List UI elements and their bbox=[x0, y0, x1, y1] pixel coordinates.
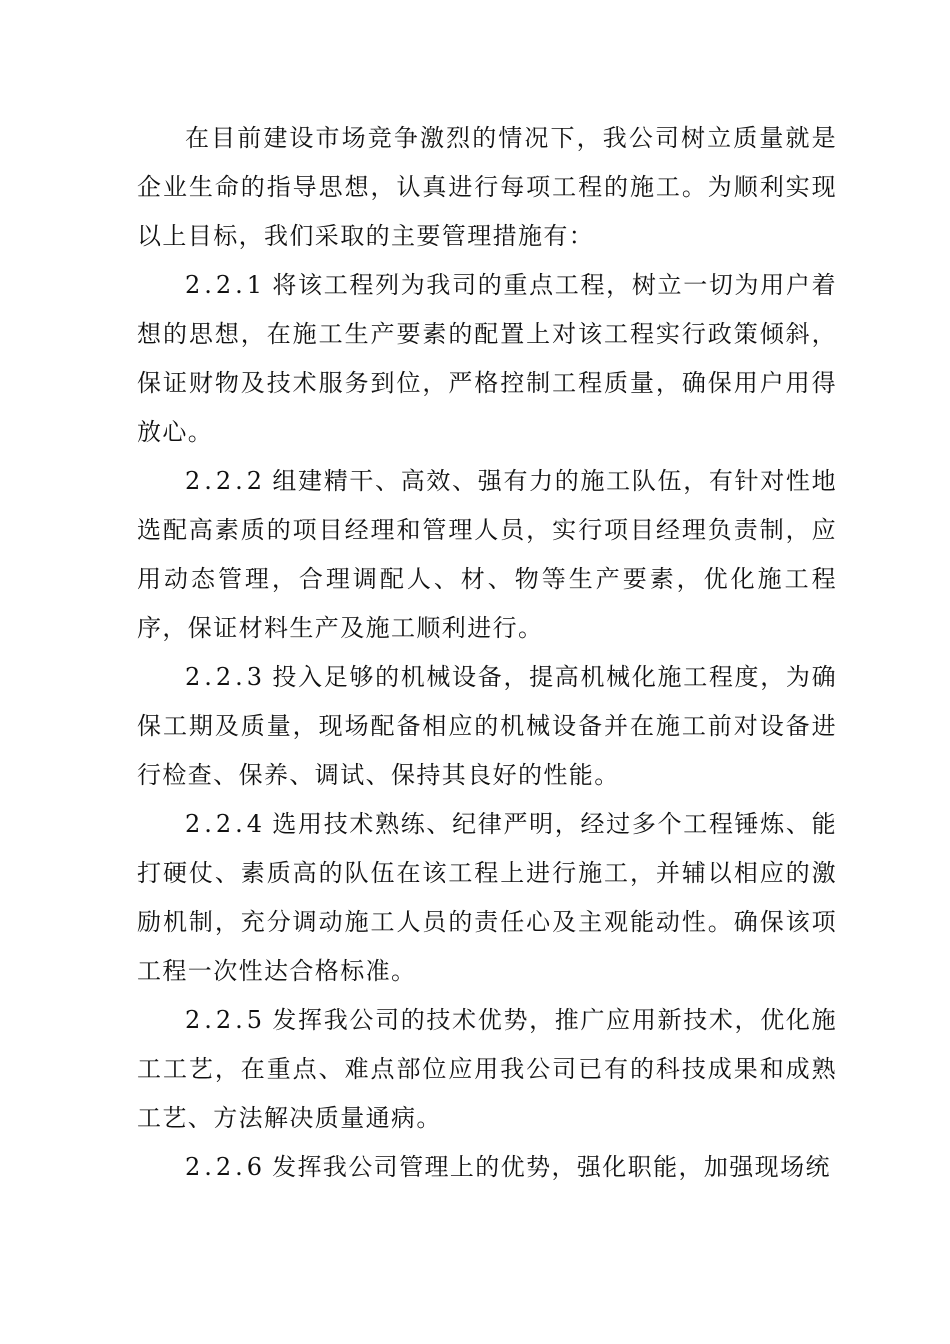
paragraph-2-2-2 bbox=[137, 457, 837, 653]
section-number: 2.2.1 bbox=[185, 271, 267, 299]
paragraph-2-2-4 bbox=[137, 800, 837, 996]
paragraph-2-2-6 bbox=[137, 1143, 837, 1192]
paragraph-text: 组建精干、高效、强有力的施工队伍，有针对性地选配高素质的项目经理和管理人员，实行项目经理负责制，应用动态管理，合理调配人、材、物等生产要素，优化施工程序，保证材料生产及施工顺利进行。 bbox=[137, 467, 837, 642]
paragraph-intro bbox=[137, 114, 837, 261]
paragraph-text: 发挥我公司的技术优势，推广应用新技术，优化施工工艺，在重点、难点部位应用我公司已有的科技成果和成熟工艺、方法解决质量通病。 bbox=[137, 1006, 837, 1132]
section-number: 2.2.5 bbox=[185, 1006, 267, 1034]
paragraph-2-2-3 bbox=[137, 653, 837, 800]
paragraph-text: 投入足够的机械设备，提高机械化施工程度，为确保工期及质量，现场配备相应的机械设备并在施工前对设备进行检查、保养、调试、保持其良好的性能。 bbox=[137, 663, 837, 789]
document-body bbox=[137, 114, 837, 1192]
section-number: 2.2.2 bbox=[185, 467, 267, 495]
paragraph-text: 将该工程列为我司的重点工程，树立一切为用户着想的思想，在施工生产要素的配置上对该工程实行政策倾斜，保证财物及技术服务到位，严格控制工程质量，确保用户用得放心。 bbox=[137, 271, 837, 446]
paragraph-text: 选用技术熟练、纪律严明，经过多个工程锤炼、能打硬仗、素质高的队伍在该工程上进行施工，并辅以相应的激励机制，充分调动施工人员的责任心及主观能动性。确保该项工程一次性达合格标准。 bbox=[137, 810, 837, 985]
section-number: 2.2.4 bbox=[185, 810, 267, 838]
paragraph-text: 在目前建设市场竞争激烈的情况下，我公司树立质量就是企业生命的指导思想，认真进行每项工程的施工。为顺利实现以上目标，我们采取的主要管理措施有： bbox=[137, 124, 837, 250]
section-number: 2.2.6 bbox=[185, 1153, 267, 1181]
paragraph-2-2-1 bbox=[137, 261, 837, 457]
paragraph-text: 发挥我公司管理上的优势，强化职能，加强现场统 bbox=[272, 1153, 831, 1181]
section-number: 2.2.3 bbox=[185, 663, 267, 691]
paragraph-2-2-5 bbox=[137, 996, 837, 1143]
